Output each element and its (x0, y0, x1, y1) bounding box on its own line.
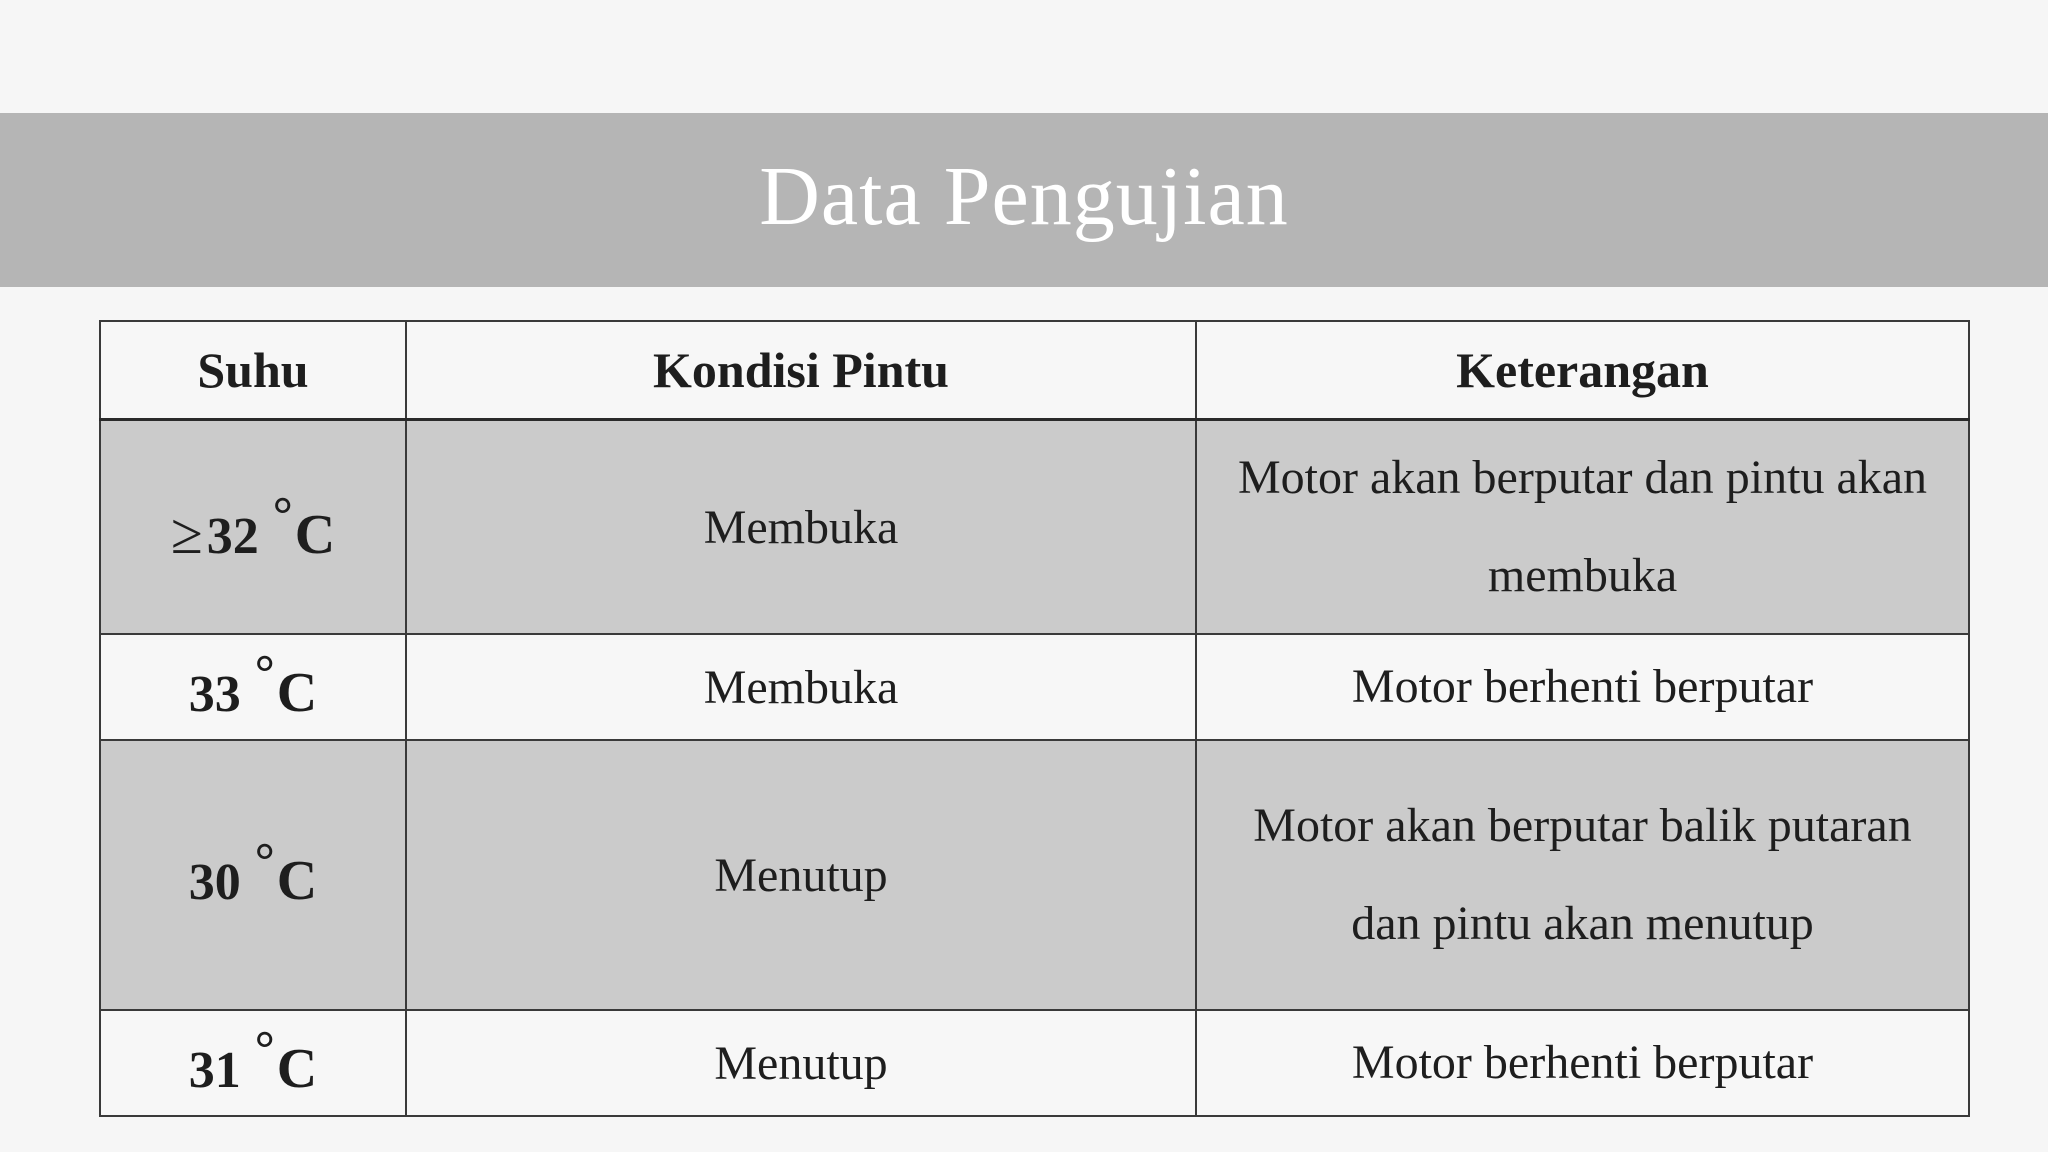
temperature-value (188, 644, 318, 724)
table-row (100, 634, 1969, 740)
temperature-unit: C (276, 662, 318, 724)
cell-kondisi (406, 420, 1196, 635)
table-row (100, 740, 1969, 1010)
degree-symbol: ° (254, 644, 275, 700)
description: Motor berhenti berputar (1351, 1036, 1814, 1089)
slide-title: Data Pengujian (759, 150, 1289, 243)
header-suhu: Suhu (100, 321, 406, 420)
temperature-number: 32 (206, 507, 259, 565)
header-kondisi-pintu: Kondisi Pintu (406, 321, 1196, 420)
temperature-value (188, 1020, 318, 1100)
cell-keterangan (1196, 740, 1969, 1010)
description: Motor berhenti berputar (1351, 660, 1814, 713)
degree-symbol: ° (254, 832, 275, 888)
header-keterangan: Keterangan (1196, 321, 1969, 420)
cell-suhu (100, 420, 406, 635)
temperature-unit: C (276, 1038, 318, 1100)
table-row (100, 1010, 1969, 1116)
cell-suhu (100, 634, 406, 740)
cell-kondisi (406, 740, 1196, 1010)
temperature-unit: C (276, 850, 318, 912)
temperature-value (170, 485, 336, 566)
cell-suhu (100, 740, 406, 1010)
test-data-table (99, 320, 1970, 1117)
description: Motor akan berputar balik putaran dan pintu akan menutup (1253, 799, 1912, 950)
cell-keterangan (1196, 634, 1969, 740)
table-header-row (100, 321, 1969, 420)
temperature-number: 31 (188, 1042, 241, 1099)
temperature-unit: C (294, 503, 336, 566)
cell-kondisi (406, 1010, 1196, 1116)
greater-equal-symbol: ≥ (170, 500, 203, 566)
door-condition: Membuka (703, 660, 899, 714)
title-band (0, 113, 2048, 287)
cell-kondisi (406, 634, 1196, 740)
table-row (100, 420, 1969, 635)
temperature-number: 33 (188, 666, 241, 723)
door-condition: Menutup (714, 1036, 888, 1090)
temperature-value (188, 832, 318, 912)
cell-keterangan (1196, 1010, 1969, 1116)
cell-suhu (100, 1010, 406, 1116)
degree-symbol: ° (272, 485, 293, 542)
cell-keterangan (1196, 420, 1969, 635)
door-condition: Membuka (703, 500, 899, 554)
description: Motor akan berputar dan pintu akan membuka (1237, 451, 1928, 602)
degree-symbol: ° (254, 1020, 275, 1076)
temperature-number: 30 (188, 854, 241, 911)
door-condition: Menutup (714, 848, 888, 902)
